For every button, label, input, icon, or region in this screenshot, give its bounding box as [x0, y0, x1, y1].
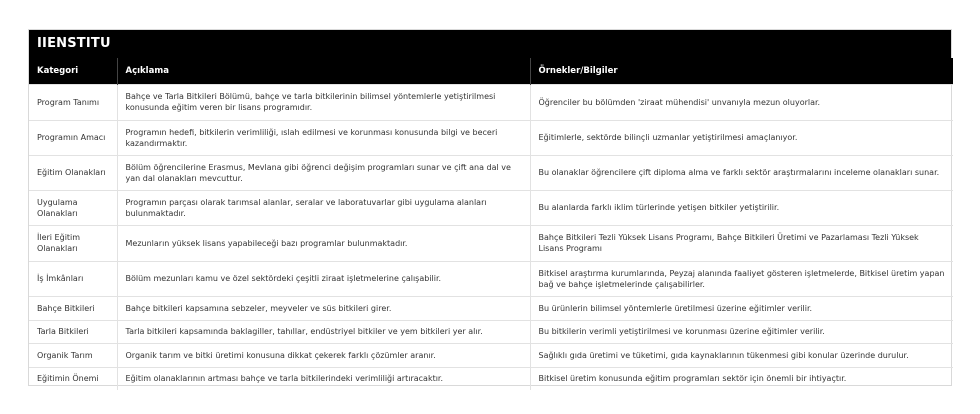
- table-row: [29, 190, 953, 225]
- cell-info: Öğrenciler bu bölümden 'ziraat mühendisi' unvanıyla mezun oluyorlar.: [530, 84, 953, 120]
- cell-category: Program Tanımı: [29, 84, 117, 120]
- table-row: [29, 155, 953, 190]
- brand-title: IIENSTITU: [29, 30, 951, 58]
- cell-info: Bitkisel üretim konusunda eğitim programları sektör için önemli bir ihtiyaçtır.: [530, 367, 953, 390]
- cell-info: Bu olanaklar öğrencilere çift diploma alma ve farklı sektör araştırmalarını inceleme olanakları sunar.: [530, 155, 953, 190]
- table-row: [29, 261, 953, 296]
- cell-info: Bu bitkilerin verimli yetiştirilmesi ve korunması üzerine eğitimler verilir.: [530, 320, 953, 343]
- table-header-row: [29, 58, 953, 84]
- cell-description: Programın parçası olarak tarımsal alanlar, seralar ve laboratuvarlar gibi uygulama alanları bulunmaktadır.: [117, 190, 530, 225]
- cell-description: Bölüm mezunları kamu ve özel sektördeki çeşitli ziraat işletmelerine çalışabilir.: [117, 261, 530, 296]
- cell-category: Organik Tarım: [29, 343, 117, 367]
- cell-category: Eğitim Olanakları: [29, 155, 117, 190]
- cell-info: Eğitimlerle, sektörde bilinçli uzmanlar yetiştirilmesi amaçlanıyor.: [530, 120, 953, 155]
- cell-category: Tarla Bitkileri: [29, 320, 117, 343]
- table-row: [29, 120, 953, 155]
- header-aciklama: Açıklama: [117, 58, 530, 84]
- info-table: [29, 58, 953, 390]
- cell-info: Sağlıklı gıda üretimi ve tüketimi, gıda kaynaklarının tükenmesi gibi konular üzerinde durulur.: [530, 343, 953, 367]
- cell-description: Eğitim olanaklarının artması bahçe ve tarla bitkilerindeki verimliliği artıracaktır.: [117, 367, 530, 390]
- cell-category: Programın Amacı: [29, 120, 117, 155]
- table-row: [29, 225, 953, 261]
- cell-category: Bahçe Bitkileri: [29, 296, 117, 320]
- cell-description: Organik tarım ve bitki üretimi konusuna dikkat çekerek farklı çözümler aranır.: [117, 343, 530, 367]
- cell-category: İleri Eğitim Olanakları: [29, 225, 117, 261]
- cell-category: İş İmkânları: [29, 261, 117, 296]
- cell-description: Bahçe bitkileri kapsamına sebzeler, meyveler ve süs bitkileri girer.: [117, 296, 530, 320]
- cell-description: Mezunların yüksek lisans yapabileceği bazı programlar bulunmaktadır.: [117, 225, 530, 261]
- table-row: [29, 320, 953, 343]
- cell-description: Programın hedefi, bitkilerin verimliliği, ıslah edilmesi ve korunması konusunda bilgi ve beceri kazandırmaktır.: [117, 120, 530, 155]
- cell-description: Tarla bitkileri kapsamında baklagiller, tahıllar, endüstriyel bitkiler ve yem bitkileri yer alır.: [117, 320, 530, 343]
- table-row: [29, 343, 953, 367]
- cell-info: Bu alanlarda farklı iklim türlerinde yetişen bitkiler yetiştirilir.: [530, 190, 953, 225]
- cell-info: Bu ürünlerin bilimsel yöntemlerle üretilmesi üzerine eğitimler verilir.: [530, 296, 953, 320]
- cell-info: Bahçe Bitkileri Tezli Yüksek Lisans Programı, Bahçe Bitkileri Üretimi ve Pazarlaması Tezli Yüksek Lisans Programı: [530, 225, 953, 261]
- table-row: [29, 84, 953, 120]
- table-container: [28, 29, 952, 386]
- cell-category: Eğitimin Önemi: [29, 367, 117, 390]
- header-ornekler: Örnekler/Bilgiler: [530, 58, 953, 84]
- cell-category: Uygulama Olanakları: [29, 190, 117, 225]
- table-row: [29, 296, 953, 320]
- cell-description: Bahçe ve Tarla Bitkileri Bölümü, bahçe ve tarla bitkilerinin bilimsel yöntemlerle yetiştirilmesi konusunda eğitim veren bir lisans programıdır.: [117, 84, 530, 120]
- header-kategori: Kategori: [29, 58, 117, 84]
- table-row: [29, 367, 953, 390]
- cell-description: Bölüm öğrencilerine Erasmus, Mevlana gibi öğrenci değişim programları sunar ve çift ana dal ve yan dal olanakları mevcuttur.: [117, 155, 530, 190]
- cell-info: Bitkisel araştırma kurumlarında, Peyzaj alanında faaliyet gösteren işletmelerde, Bitkisel üretim yapan bağ ve bahçe işletmelerinde çalışabilirler.: [530, 261, 953, 296]
